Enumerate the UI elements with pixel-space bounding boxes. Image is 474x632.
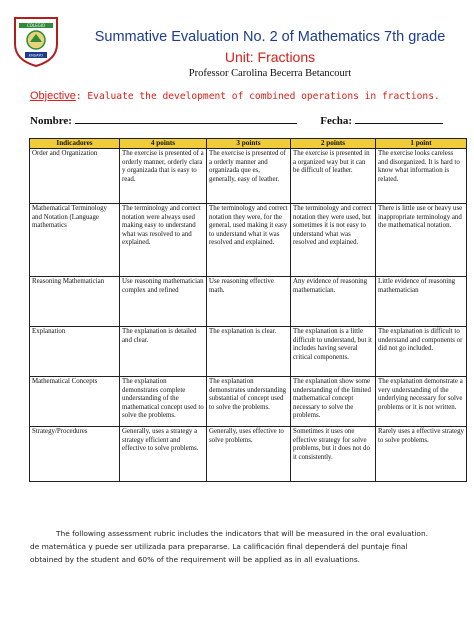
table-cell: Use reasoning mathematician complex and refined <box>120 277 207 327</box>
table-cell: Use reasoning effective math. <box>207 277 291 327</box>
table-cell: Generally, uses a strategy a strategy efficient and effective to solve problems. <box>120 427 207 482</box>
table-cell: The explanation is difficult to understand and components or did not go included. <box>376 327 467 377</box>
assessment-rubric-table <box>29 138 467 482</box>
objective-line <box>30 90 470 102</box>
table-row <box>30 327 467 377</box>
unit-title: Unit: Fractions <box>224 49 316 65</box>
header-1-point: 1 point <box>376 139 467 149</box>
indicator-cell: Order and Organization <box>30 149 120 204</box>
logo-text: COLEGIO <box>26 23 46 28</box>
table-cell: Little evidence of reasoning mathematician <box>376 277 467 327</box>
footer-line-1: The following assessment rubric includes the indicators that will be measured in the oral evaluation. <box>56 529 428 538</box>
table-cell: The terminology and correct notation they were, for the general, used making it easy to understand what it was resolved and explained. <box>207 204 291 277</box>
table-cell: Sometimes it uses one effective strategy for solve problems, but it does not do it consistently. <box>291 427 376 482</box>
table-cell: The explanation is a little difficult to understand, but it includes having several critical components. <box>291 327 376 377</box>
objective-label: Objective <box>30 90 76 102</box>
rubric-header-row <box>30 139 467 149</box>
table-cell: The explanation demonstrates complete understanding of the mathematical concept used to solve the problems. <box>120 377 207 427</box>
table-cell: The terminology and correct notation they were used, but sometimes it is not easy to understand what was resolved and explained. <box>291 204 376 277</box>
table-cell: The exercise is presented of a orderly manner, orderly clara y organizada that is easy to read. <box>120 149 207 204</box>
table-cell: The exercise is presented of a orderly manner and organizada que es, generally, easy of leather. <box>207 149 291 204</box>
table-cell: Rarely uses a effective strategy to solve problems. <box>376 427 467 482</box>
table-cell: The exercise looks careless and disorganized. It is hard to know what information is related. <box>376 149 467 204</box>
table-cell: The explanation show some understanding of the limited mathematical concept necessary to solve the problems. <box>291 377 376 427</box>
document-title: Summative Evaluation No. 2 of Mathematics 7th grade <box>94 29 446 45</box>
table-cell: The explanation is clear. <box>207 327 291 377</box>
table-cell: The terminology and correct notation were always used making easy to understand what was resolved to and explained. <box>120 204 207 277</box>
header-indicadores: Indicadores <box>30 139 120 149</box>
indicator-cell: Reasoning Mathematician <box>30 277 120 327</box>
professor-name: Professor Carolina Becerra Betancourt <box>188 68 352 79</box>
header-4-points: 4 points <box>120 139 207 149</box>
table-row <box>30 149 467 204</box>
indicator-cell: Strategy/Procedures <box>30 427 120 482</box>
indicator-cell: Mathematical Concepts <box>30 377 120 427</box>
table-cell: There is little use or heavy use inappropriate terminology and the mathematical notation. <box>376 204 467 277</box>
footer-note <box>30 527 470 566</box>
footer-line-2: de matemática y puede ser utilizada para prepararse. La calificación final dependerá del puntaje final <box>30 542 408 551</box>
table-row <box>30 427 467 482</box>
date-label: Fecha: <box>320 115 352 127</box>
student-info-row <box>30 114 470 127</box>
header-3-points: 3 points <box>207 139 291 149</box>
indicator-cell: Mathematical Terminology and Notation (Language mathematics <box>30 204 120 277</box>
table-row <box>30 277 467 327</box>
table-cell: The explanation demonstrate a very understanding of the underlying necessary for solve problems or it is not written. <box>376 377 467 427</box>
table-cell: The explanation is detailed and clear. <box>120 327 207 377</box>
name-field[interactable] <box>75 114 297 124</box>
header-2-points: 2 points <box>291 139 376 149</box>
logo-bottom-text: ENSAYO <box>28 53 44 58</box>
table-cell: Any evidence of reasoning mathematician. <box>291 277 376 327</box>
table-row <box>30 377 467 427</box>
school-logo <box>11 14 61 68</box>
table-cell: The exercise is presented in a organized way but it can be difficult of leather. <box>291 149 376 204</box>
table-cell: Generally, uses effective to solve problems. <box>207 427 291 482</box>
name-label: Nombre: <box>30 115 72 127</box>
footer-line-3: obtained by the student and 60% of the requirement will be applied as in all evaluations. <box>30 555 361 564</box>
table-cell: The explanation demonstrates understanding substantial of concept used to solve the problems. <box>207 377 291 427</box>
table-row <box>30 204 467 277</box>
date-field[interactable] <box>355 114 443 124</box>
indicator-cell: Explanation <box>30 327 120 377</box>
objective-text: : Evaluate the development of combined operations in fractions. <box>75 91 440 102</box>
